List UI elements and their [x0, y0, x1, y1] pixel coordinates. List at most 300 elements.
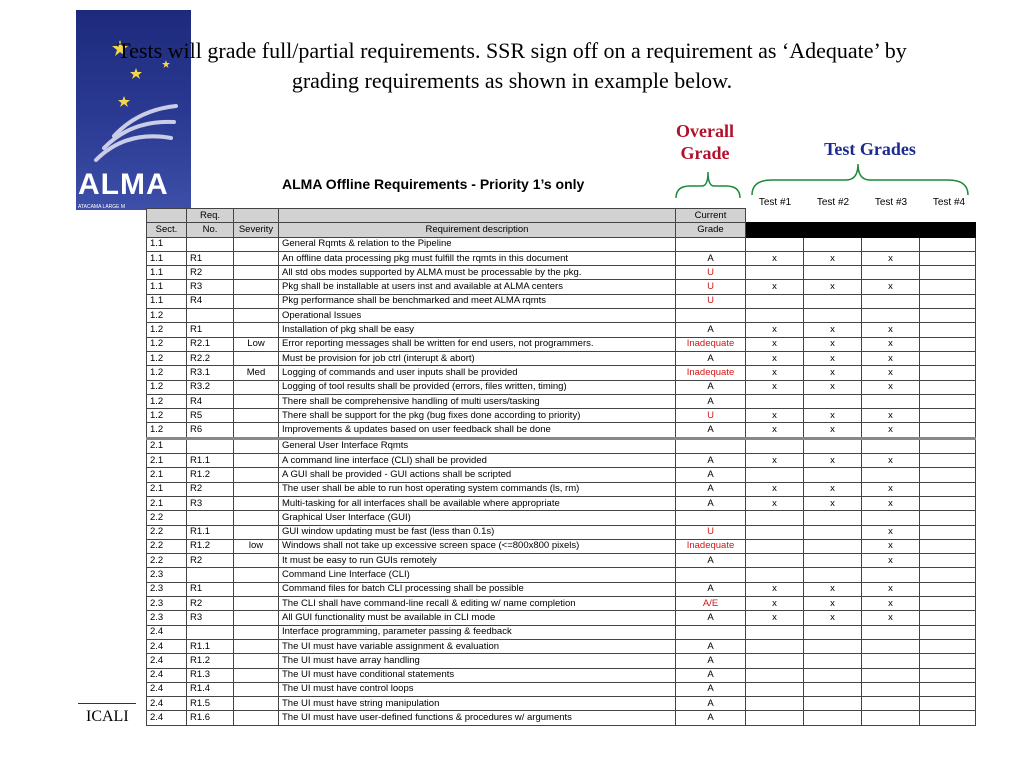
description-cell: Must be provision for job ctrl (interupt & abort) [279, 351, 676, 365]
test-1-cell [746, 711, 804, 725]
header-cell: Requirement description [279, 223, 676, 237]
severity-cell [234, 525, 279, 539]
severity-cell [234, 496, 279, 510]
table-row [147, 597, 976, 611]
section-cell: 2.4 [147, 668, 187, 682]
test-2-cell [804, 639, 862, 653]
description-cell: An offline data processing pkg must fulfill the rqmts in this document [279, 251, 676, 265]
test-4-cell [920, 525, 976, 539]
req-number-cell: R5 [187, 409, 234, 423]
test-3-cell [862, 394, 920, 408]
section-cell: 2.3 [147, 597, 187, 611]
description-cell: Pkg performance shall be benchmarked and meet ALMA rqmts [279, 294, 676, 308]
section-cell: 2.4 [147, 639, 187, 653]
section-cell: 2.1 [147, 468, 187, 482]
test-4-cell [920, 251, 976, 265]
severity-cell [234, 351, 279, 365]
grade-cell [676, 237, 746, 251]
req-number-cell [187, 625, 234, 639]
req-number-cell [187, 511, 234, 525]
test-4-cell [920, 668, 976, 682]
table-row [147, 454, 976, 468]
section-cell: 2.4 [147, 697, 187, 711]
section-cell: 2.4 [147, 625, 187, 639]
grade-cell [676, 625, 746, 639]
grade-cell: A [676, 454, 746, 468]
section-cell: 1.1 [147, 237, 187, 251]
header-cell: Sect. [147, 223, 187, 237]
test-2-cell [804, 668, 862, 682]
severity-cell [234, 611, 279, 625]
grade-cell: A [676, 668, 746, 682]
description-cell: Interface programming, parameter passing & feedback [279, 625, 676, 639]
test-2-cell [804, 511, 862, 525]
test-2-cell: x [804, 366, 862, 380]
req-number-cell: R1.1 [187, 454, 234, 468]
description-cell: There shall be support for the pkg (bug fixes done according to priority) [279, 409, 676, 423]
test-4-cell [920, 266, 976, 280]
test-3-header: Test #3 [874, 197, 908, 208]
test-1-cell [746, 654, 804, 668]
section-row [147, 625, 976, 639]
test-2-cell: x [804, 611, 862, 625]
severity-cell [234, 568, 279, 582]
description-cell: Command Line Interface (CLI) [279, 568, 676, 582]
grade-cell: A [676, 582, 746, 596]
severity-cell [234, 309, 279, 323]
req-number-cell: R1 [187, 323, 234, 337]
grade-cell: A [676, 639, 746, 653]
severity-cell [234, 280, 279, 294]
test-4-cell [920, 697, 976, 711]
severity-cell [234, 323, 279, 337]
test-3-cell: x [862, 554, 920, 568]
test-1-cell [746, 668, 804, 682]
test-2-cell [804, 654, 862, 668]
test-3-cell [862, 654, 920, 668]
severity-cell [234, 237, 279, 251]
description-cell: General User Interface Rqmts [279, 438, 676, 453]
test-2-cell: x [804, 454, 862, 468]
test-2-cell: x [804, 251, 862, 265]
severity-cell [234, 625, 279, 639]
severity-cell [234, 711, 279, 725]
grade-cell: A [676, 654, 746, 668]
description-cell: Operational Issues [279, 309, 676, 323]
test-3-cell: x [862, 380, 920, 394]
test-3-cell [862, 468, 920, 482]
severity-cell [234, 654, 279, 668]
description-cell: A command line interface (CLI) shall be provided [279, 454, 676, 468]
section-cell: 1.2 [147, 423, 187, 438]
test-3-cell [862, 639, 920, 653]
test-1-cell [746, 468, 804, 482]
test-1-cell: x [746, 454, 804, 468]
test-4-cell [920, 554, 976, 568]
header-cell: No. [187, 223, 234, 237]
grade-cell: A [676, 711, 746, 725]
table-row [147, 668, 976, 682]
test-3-cell [862, 682, 920, 696]
test-1-cell [746, 237, 804, 251]
table-row [147, 468, 976, 482]
section-cell: 1.1 [147, 280, 187, 294]
description-cell: Logging of commands and user inputs shall be provided [279, 366, 676, 380]
test-1-cell [746, 639, 804, 653]
description-cell: Improvements & updates based on user feedback shall be done [279, 423, 676, 438]
test-3-cell [862, 697, 920, 711]
test-2-cell [804, 266, 862, 280]
description-cell: The UI must have conditional statements [279, 668, 676, 682]
test-2-cell [804, 309, 862, 323]
test-2-cell: x [804, 496, 862, 510]
test-1-cell [746, 309, 804, 323]
req-number-cell: R1.4 [187, 682, 234, 696]
test-2-cell: x [804, 337, 862, 351]
req-number-cell [187, 237, 234, 251]
test-4-cell [920, 309, 976, 323]
section-row [147, 309, 976, 323]
test-4-cell [920, 611, 976, 625]
test-2-cell [804, 525, 862, 539]
header-blank [746, 209, 976, 223]
section-cell: 1.2 [147, 394, 187, 408]
severity-cell [234, 423, 279, 438]
severity-cell [234, 251, 279, 265]
grade-cell: A [676, 251, 746, 265]
test-1-cell [746, 438, 804, 453]
test-1-header: Test #1 [758, 197, 792, 208]
table-row [147, 323, 976, 337]
test-1-cell: x [746, 597, 804, 611]
severity-cell [234, 438, 279, 453]
description-cell: All std obs modes supported by ALMA must be processable by the pkg. [279, 266, 676, 280]
description-cell: Logging of tool results shall be provided (errors, files written, timing) [279, 380, 676, 394]
req-number-cell: R3 [187, 280, 234, 294]
test-1-cell: x [746, 251, 804, 265]
req-number-cell: R1.2 [187, 654, 234, 668]
test-4-cell [920, 496, 976, 510]
grade-cell: A [676, 323, 746, 337]
description-cell: It must be easy to run GUIs remotely [279, 554, 676, 568]
table-row [147, 380, 976, 394]
header-cell [234, 209, 279, 223]
section-cell: 1.2 [147, 337, 187, 351]
test-1-cell [746, 568, 804, 582]
grade-cell: A [676, 394, 746, 408]
severity-cell [234, 668, 279, 682]
table-row [147, 639, 976, 653]
test-header-bar [746, 223, 976, 237]
test-4-cell [920, 454, 976, 468]
test-1-cell [746, 539, 804, 553]
severity-cell [234, 468, 279, 482]
grade-cell: U [676, 280, 746, 294]
section-cell: 1.2 [147, 380, 187, 394]
test-1-cell: x [746, 366, 804, 380]
test-2-cell [804, 697, 862, 711]
test-3-cell: x [862, 525, 920, 539]
test-2-cell [804, 237, 862, 251]
test-4-cell [920, 568, 976, 582]
test-2-header: Test #2 [816, 197, 850, 208]
test-2-cell: x [804, 380, 862, 394]
severity-cell [234, 380, 279, 394]
section-cell: 2.2 [147, 554, 187, 568]
test-3-cell: x [862, 496, 920, 510]
section-cell: 2.1 [147, 438, 187, 453]
table-row [147, 294, 976, 308]
description-cell: The UI must have variable assignment & evaluation [279, 639, 676, 653]
description-cell: The CLI shall have command-line recall & editing w/ name completion [279, 597, 676, 611]
overall-grade-label [660, 120, 750, 164]
grade-cell: A [676, 611, 746, 625]
table-row [147, 554, 976, 568]
header-cell: Req. [187, 209, 234, 223]
test-3-cell: x [862, 454, 920, 468]
severity-cell [234, 482, 279, 496]
test-1-cell: x [746, 409, 804, 423]
section-cell: 2.1 [147, 482, 187, 496]
req-number-cell: R4 [187, 294, 234, 308]
req-number-cell: R1.6 [187, 711, 234, 725]
header-cell [279, 209, 676, 223]
table-row [147, 423, 976, 438]
grade-cell: U [676, 294, 746, 308]
req-number-cell: R3 [187, 496, 234, 510]
test-1-cell [746, 697, 804, 711]
req-number-cell [187, 309, 234, 323]
grade-cell [676, 309, 746, 323]
req-number-cell: R4 [187, 394, 234, 408]
test-1-cell: x [746, 582, 804, 596]
test-2-cell [804, 682, 862, 696]
table-row [147, 496, 976, 510]
test-4-cell [920, 438, 976, 453]
severity-cell [234, 597, 279, 611]
test-1-cell: x [746, 380, 804, 394]
grade-cell: U [676, 266, 746, 280]
test-4-cell [920, 366, 976, 380]
test-2-cell [804, 554, 862, 568]
test-4-cell [920, 323, 976, 337]
req-number-cell: R3.2 [187, 380, 234, 394]
table-row [147, 266, 976, 280]
req-number-cell: R3.1 [187, 366, 234, 380]
test-1-cell: x [746, 351, 804, 365]
grade-cell: Inadequate [676, 337, 746, 351]
overall-grade-line-2: Grade [680, 143, 730, 163]
test-2-cell [804, 711, 862, 725]
grade-cell: U [676, 409, 746, 423]
header-cell [147, 209, 187, 223]
test-3-cell: x [862, 351, 920, 365]
test-2-cell: x [804, 423, 862, 438]
test-1-cell [746, 266, 804, 280]
grade-cell: A [676, 423, 746, 438]
test-4-cell [920, 394, 976, 408]
req-number-cell: R2 [187, 482, 234, 496]
table-row [147, 394, 976, 408]
grade-cell: A [676, 468, 746, 482]
overall-grade-line-1: Overall [676, 121, 734, 141]
grade-cell: A [676, 496, 746, 510]
test-4-cell [920, 597, 976, 611]
req-number-cell: R2 [187, 554, 234, 568]
req-number-cell: R2 [187, 266, 234, 280]
req-number-cell: R1 [187, 582, 234, 596]
test-4-cell [920, 711, 976, 725]
test-grades-bracket [752, 164, 968, 195]
grade-cell: U [676, 525, 746, 539]
test-2-cell: x [804, 482, 862, 496]
test-4-cell [920, 351, 976, 365]
description-cell: Command files for batch CLI processing shall be possible [279, 582, 676, 596]
test-2-cell [804, 438, 862, 453]
test-1-cell [746, 625, 804, 639]
test-4-cell [920, 337, 976, 351]
description-cell: Windows shall not take up excessive screen space (<=800x800 pixels) [279, 539, 676, 553]
test-3-cell [862, 438, 920, 453]
req-number-cell [187, 568, 234, 582]
test-4-cell [920, 237, 976, 251]
heading-line-2: grading requirements as shown in example below. [291, 68, 733, 93]
table-title: ALMA Offline Requirements - Priority 1’s only [282, 176, 585, 192]
test-4-cell [920, 625, 976, 639]
alma-logo-subtitle: ATACAMA LARGE M [78, 204, 126, 210]
test-4-cell [920, 380, 976, 394]
test-1-cell: x [746, 337, 804, 351]
severity-cell [234, 511, 279, 525]
header-row-1 [147, 209, 976, 223]
description-cell: The UI must have string manipulation [279, 697, 676, 711]
test-2-cell [804, 625, 862, 639]
test-2-cell: x [804, 351, 862, 365]
test-4-cell [920, 654, 976, 668]
test-1-cell [746, 525, 804, 539]
req-number-cell: R2.1 [187, 337, 234, 351]
req-number-cell: R1.2 [187, 468, 234, 482]
grade-cell [676, 438, 746, 453]
test-1-cell [746, 682, 804, 696]
test-2-cell [804, 468, 862, 482]
table-row [147, 337, 976, 351]
table-row [147, 611, 976, 625]
test-2-cell: x [804, 582, 862, 596]
footer-text: ICALI [86, 708, 129, 725]
severity-cell [234, 697, 279, 711]
description-cell: Multi-tasking for all interfaces shall be available where appropriate [279, 496, 676, 510]
section-row [147, 511, 976, 525]
test-1-cell: x [746, 423, 804, 438]
grade-cell: Inadequate [676, 366, 746, 380]
test-2-cell: x [804, 323, 862, 337]
test-4-cell [920, 639, 976, 653]
test-1-cell [746, 554, 804, 568]
section-cell: 1.2 [147, 309, 187, 323]
grade-cell: Inadequate [676, 539, 746, 553]
header-cell: Current [676, 209, 746, 223]
table-row [147, 582, 976, 596]
test-4-cell [920, 409, 976, 423]
grade-cell [676, 568, 746, 582]
test-3-cell: x [862, 611, 920, 625]
test-3-cell: x [862, 366, 920, 380]
test-4-cell [920, 539, 976, 553]
table-row [147, 539, 976, 553]
test-3-cell: x [862, 423, 920, 438]
section-row [147, 568, 976, 582]
section-cell: 2.4 [147, 682, 187, 696]
table-row [147, 251, 976, 265]
test-1-cell [746, 511, 804, 525]
test-1-cell: x [746, 323, 804, 337]
alma-logo-word: ALMA [78, 168, 169, 201]
test-3-cell [862, 294, 920, 308]
test-3-cell: x [862, 251, 920, 265]
test-2-cell [804, 539, 862, 553]
severity-cell [234, 682, 279, 696]
grade-cell: A [676, 482, 746, 496]
requirements-body [147, 237, 976, 725]
header-cell: Grade [676, 223, 746, 237]
test-3-cell: x [862, 323, 920, 337]
header-cell: Severity [234, 223, 279, 237]
section-cell: 1.1 [147, 266, 187, 280]
test-2-cell: x [804, 280, 862, 294]
description-cell: Installation of pkg shall be easy [279, 323, 676, 337]
table-row [147, 654, 976, 668]
severity-cell [234, 409, 279, 423]
test-1-cell: x [746, 611, 804, 625]
table-row [147, 482, 976, 496]
grade-cell: A [676, 697, 746, 711]
section-cell: 2.3 [147, 582, 187, 596]
test-1-cell: x [746, 482, 804, 496]
test-4-cell [920, 294, 976, 308]
severity-cell [234, 582, 279, 596]
req-number-cell: R1.3 [187, 668, 234, 682]
header-row-2 [147, 223, 976, 237]
test-3-cell: x [862, 482, 920, 496]
section-cell: 2.2 [147, 525, 187, 539]
test-4-cell [920, 468, 976, 482]
table-row [147, 280, 976, 294]
grade-cell: A/E [676, 597, 746, 611]
table-row [147, 697, 976, 711]
description-cell: The UI must have control loops [279, 682, 676, 696]
section-cell: 2.4 [147, 711, 187, 725]
test-3-cell [862, 568, 920, 582]
test-4-cell [920, 582, 976, 596]
section-cell: 1.1 [147, 251, 187, 265]
description-cell: The UI must have user-defined functions & procedures w/ arguments [279, 711, 676, 725]
section-cell: 1.2 [147, 409, 187, 423]
test-3-cell [862, 237, 920, 251]
test-3-cell [862, 711, 920, 725]
req-number-cell: R1.1 [187, 639, 234, 653]
table-row [147, 366, 976, 380]
test-1-cell: x [746, 496, 804, 510]
grade-cell: A [676, 682, 746, 696]
req-number-cell [187, 438, 234, 453]
req-number-cell: R3 [187, 611, 234, 625]
test-2-cell: x [804, 597, 862, 611]
test-2-cell: x [804, 409, 862, 423]
test-2-cell [804, 294, 862, 308]
section-cell: 2.2 [147, 511, 187, 525]
test-3-cell [862, 511, 920, 525]
